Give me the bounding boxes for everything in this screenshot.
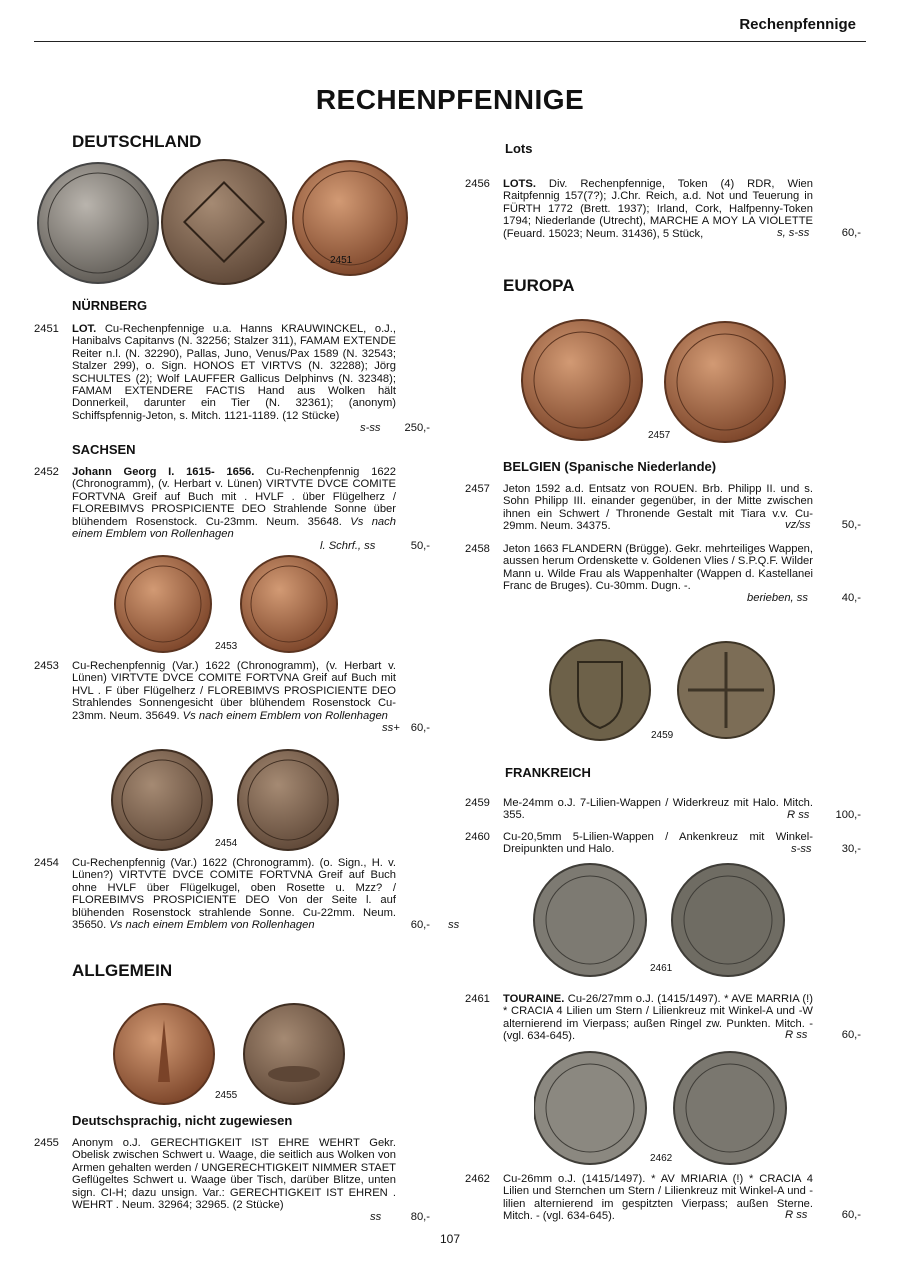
lot-2457 — [465, 483, 861, 535]
lot-heading: Johann Georg I. 1615- 1656. — [72, 466, 255, 478]
lot-price: 60,- — [410, 919, 430, 931]
lot-number: 2454 — [34, 857, 59, 869]
lot-2455 — [34, 1137, 430, 1227]
header-rule — [34, 41, 866, 42]
lot-price: 30,- — [841, 843, 861, 855]
lot-text: Cu-20,5mm 5-Lilien-Wappen / Ankenkreuz mit Winkel-Dreipunkten und Halo. — [503, 831, 813, 856]
lot-grade: l. Schrf., ss — [320, 540, 376, 552]
lot-number: 2456 — [465, 178, 490, 190]
caption-2455: 2455 — [215, 1090, 238, 1101]
lot-price: 60,- — [841, 1209, 861, 1221]
lot-number: 2458 — [465, 543, 490, 555]
sub-frankreich: FRANKREICH — [505, 765, 591, 780]
lot-text: Cu-26mm o.J. (1415/1497). * AV MRIARIA (!) * CRACIA 4 Lilien und Sternchen um Stern / Lilienkreuz mit Winkel-A und -lilien alternierend im gespitzten Vierpass; außen Sterne. Mitch. - (vgl. 634-645). — [503, 1173, 813, 1223]
lot-note: Vs nach einem Emblem von Rollenhagen — [106, 919, 315, 932]
sub-belgien: BELGIEN (Spanische Niederlande) — [503, 459, 717, 474]
lot-price: 80,- — [410, 1211, 430, 1223]
lot-number: 2461 — [465, 993, 490, 1005]
lot-2452 — [34, 466, 430, 556]
coin-image-2457 — [520, 318, 790, 446]
lot-price: 60,- — [841, 227, 861, 239]
lot-2459 — [465, 797, 861, 825]
sub-nuernberg: NÜRNBERG — [72, 298, 148, 313]
lot-number: 2451 — [34, 323, 59, 335]
lot-note: Vs nach einem Emblem von Rollenhagen — [72, 515, 396, 541]
section-deutschland: DEUTSCHLAND — [72, 132, 202, 151]
caption-2459: 2459 — [651, 730, 674, 741]
caption-2462: 2462 — [650, 1153, 673, 1164]
lot-heading: LOTS. — [503, 178, 536, 190]
lot-text: Cu-Rechenpfennig 1622 (Chronogramm), (v. Herbart v. Lünen) VIRTVTE DVCE COMITE FORTVNA Greif auf Buch mit . HVLF . über Flügelherz / FLOREBIMVS PROSPICIENTE DEO Strahlende Sonne über blühendem Rosenstock. Cu-23mm. Neum. 35648. — [72, 466, 396, 528]
lot-grade: s, s-ss — [777, 227, 810, 239]
lot-text: Me-24mm o.J. 7-Lilien-Wappen / Widerkreuz mit Halo. Mitch. 355. — [503, 797, 813, 822]
lot-grade: R ss — [787, 809, 810, 821]
lot-text: Anonym o.J. GERECHTIGKEIT IST EHRE WEHRT Gekr. Obelisk zwischen Schwert u. Waage, die seitlich aus Wolken von Armen gehalten werden / UNGERECHTIGKEIT NIMMER STAET Geflügeltes Schwert u. Waage über Tisch, darüber Blitze, unten sign. CI-H; dazu unsign. Var.: GERECHTIGKEIT IST EHREN . WEHRT . Neum. 32964; 32965. (2 Stücke) — [72, 1137, 396, 1212]
lot-2458 — [465, 543, 861, 607]
lot-text: Jeton 1592 a.d. Entsatz von ROUEN. Brb. Philipp II. und s. Sohn Philipp III. einander gegenüber, in der Mitte zwischen ihnen ein Schwert / Thronende Gestalt mit Tiara v.v. Cu-29mm. Neum. 34375. — [503, 483, 813, 533]
coin-image-2454 — [110, 748, 350, 852]
lot-grade: s-ss — [791, 843, 812, 855]
caption-2461: 2461 — [650, 963, 673, 974]
lot-grade: R ss — [785, 1209, 808, 1221]
coin-image-2451 — [36, 158, 416, 288]
lot-note: Vs nach einem Emblem von Rollenhagen — [179, 709, 388, 722]
sub-deutschsprachig: Deutschsprachig, nicht zugewiesen — [72, 1113, 293, 1128]
lot-number: 2457 — [465, 483, 490, 495]
lot-heading: LOT. — [72, 323, 97, 335]
caption-2453: 2453 — [215, 641, 238, 652]
lot-grade: berieben, ss — [747, 592, 808, 604]
caption-2454: 2454 — [215, 838, 238, 849]
lot-price: 40,- — [841, 592, 861, 604]
lot-price: 60,- — [410, 722, 430, 734]
lot-number: 2462 — [465, 1173, 490, 1185]
sub-sachsen: SACHSEN — [72, 442, 136, 457]
lot-price: 50,- — [841, 519, 861, 531]
running-title: Rechenpfennige — [739, 16, 856, 33]
lot-number: 2452 — [34, 466, 59, 478]
lot-2460 — [465, 831, 861, 859]
lot-price: 100,- — [835, 809, 861, 821]
lot-grade: s-ss — [360, 422, 381, 434]
lot-2454 — [34, 857, 460, 937]
lot-grade: ss — [448, 919, 460, 931]
lot-2451 — [34, 323, 430, 433]
page-title: RECHENPFENNIGE — [315, 84, 585, 115]
lot-number: 2459 — [465, 797, 490, 809]
coin-image-2461 — [532, 862, 786, 978]
lot-text: Jeton 1663 FLANDERN (Brügge). Gekr. mehrteiliges Wappen, aussen herum Ordenskette v. Goldenen Vlies / S.P.Q.F. Wilder Mann u. Wilde Frau als Wappenhalter (Wappen d. Kastellanei Franc de Bruges). Cu-30mm. Dugn. -. — [503, 543, 813, 593]
lot-grade: R ss — [785, 1029, 808, 1041]
section-allgemein: ALLGEMEIN — [72, 961, 173, 980]
lot-text: Cu-Rechenpfennig (Var.) 1622 (Chronogramm). (o. Sign., H. v. Lünen?) VIRTVTE DVCE COMITE FORTVNA Greif auf Buch ohne HVLF über Flügelkugel, oben Rosette u. Mzz? / FLOREBIMVS PROSPICIENTE DEO Von der Seite l. auf blühenden Rosenstock strahlende Sonne. Cu-22mm. Neum. 35650. — [72, 857, 396, 932]
lot-2456 — [465, 178, 861, 242]
lot-price: 250,- — [404, 422, 430, 434]
lot-grade: vz/ss — [785, 519, 811, 531]
lot-text: Cu-Rechenpfennig (Var.) 1622 (Chronogramm), (v. Herbart v. Lünen) VIRTVTE DVCE COMITE FORTVNA Greif auf Buch mit HVL . F über Flügelherz / FLOREBIMVS PROSPICIENTE DEO Strahlendes Sonnengesicht über blühendem Rosenstock Cu-23mm. Neum. 35649. — [72, 660, 396, 722]
lot-price: 60,- — [841, 1029, 861, 1041]
lot-2461 — [465, 993, 861, 1045]
lot-number: 2455 — [34, 1137, 59, 1149]
lot-price: 50,- — [410, 540, 430, 552]
lot-text: Div. Rechenpfennige, Token (4) RDR, Wien Raitpfennig 157(7?); J.Chr. Reich, a.d. Not und Teuerung in FÜRTH 1772 (Brett. 1937); Irland, Cork, Halfpenny-Token 1794; Niederlande (Utrecht), MARCHE A MOY LA VIOLETTE (Feuard. 15023; Neum. 31436), 5 Stück, — [503, 178, 813, 240]
coin-image-2462 — [534, 1050, 788, 1166]
caption-2451: 2451 — [330, 255, 353, 266]
page-number: 107 — [439, 1232, 461, 1246]
lot-text: Cu-Rechenpfennige u.a. Hanns KRAUWINCKEL, o.J., Hanibalvs Capitanvs (N. 32256; Stalzer 311), FAMAM EXTENDE Reiter n.l. (N. 32290), Pallas, Juno, Venus/Pax 1589 (N. 32543; Stalzer 299), o. Sign. HONOS ET VIRTVS (N. 32288); Jörg SCHULTES (2); Wolf LAUFFER Gallicus Delphinvs (N. 32348); FAMAM EXTENDERE FACTIS Hand aus Wolken hält Donnerkeil, darunter ein Tier (N. 32361); (anonym) Schiffspfennig-Jeton, s. Mitch. 1121-1189. (12 Stücke) — [72, 323, 396, 422]
lot-2453 — [34, 660, 430, 740]
lot-text: Cu-26/27mm o.J. (1415/1497). * AVE MARRIA (!) * CRACIA 4 Lilien um Stern / Lilienkreuz mit Winkel-A und -W alternierend im Vierpass; außen Ringel zw. Punkten. Mitch. - (vgl. 634-645). — [503, 993, 813, 1043]
sub-lots: Lots — [505, 141, 533, 156]
lot-grade: ss+ — [382, 722, 400, 734]
lot-grade: ss — [370, 1211, 382, 1223]
section-europa: EUROPA — [503, 276, 575, 295]
lot-number: 2460 — [465, 831, 490, 843]
lot-number: 2453 — [34, 660, 59, 672]
lot-heading: TOURAINE. — [503, 993, 565, 1005]
caption-2457: 2457 — [648, 430, 671, 441]
coin-image-2453 — [110, 554, 350, 654]
lot-2462 — [465, 1173, 861, 1225]
